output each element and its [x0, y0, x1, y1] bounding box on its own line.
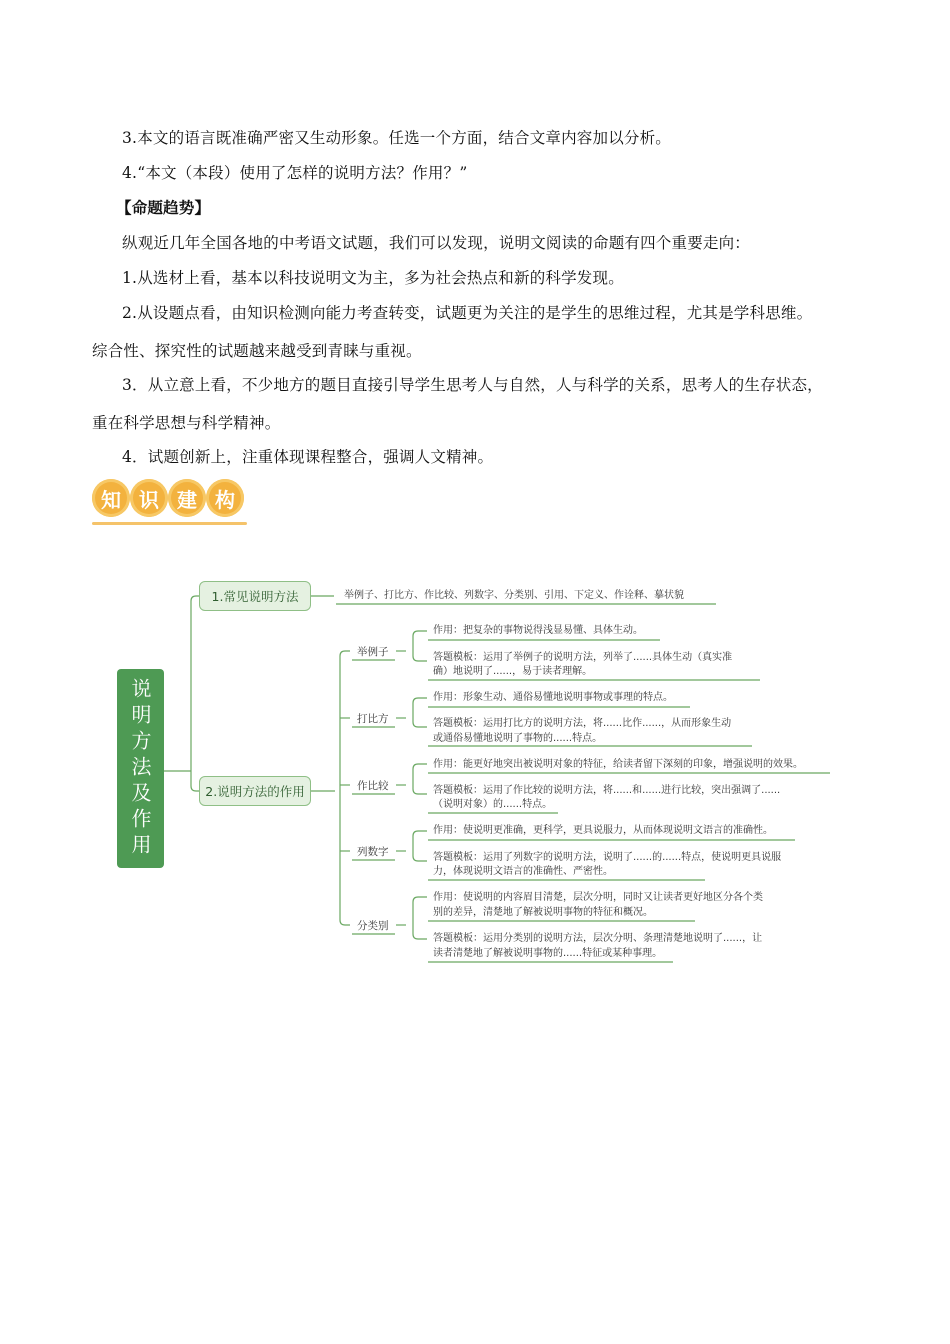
metaphor-template-2: 或通俗易懂地说明了事物的......特点。 — [433, 733, 603, 744]
trend-3-line-1: 3．从立意上看，不少地方的题目直接引导学生思考人与自然，人与科学的关系，思考人的生存状态， — [122, 376, 823, 394]
classification-template-2: 读者清楚地了解被说明事物的......特征或某种事理。 — [433, 948, 663, 959]
comparison-template-1: 答题模板：运用了作比较的说明方法，将......和......进行比较，突出强调了...... — [433, 785, 781, 796]
banner-char-3: 建 — [168, 479, 206, 517]
banner-char-2: 识 — [130, 479, 168, 517]
classification-effect-2: 别的差异，清楚地了解被说明事物的特征和概况。 — [433, 907, 653, 918]
trend-intro: 纵观近几年全国各地的中考语文试题，我们可以发现，说明文阅读的命题有四个重要走向： — [122, 234, 751, 252]
numbers-template-2: 力，体现说明文语言的准确性、严密性。 — [433, 866, 613, 877]
metaphor-effect: 作用：形象生动、通俗易懂地说明事物或事理的特点。 — [433, 692, 673, 703]
method-label-comparison: 作比较 — [357, 780, 389, 792]
trend-heading: 【命题趋势】 — [116, 198, 211, 217]
question-3: 3.本文的语言既准确严密又生动形象。任选一个方面，结合文章内容加以分析。 — [122, 129, 671, 147]
method-label-numbers: 列数字 — [357, 846, 389, 858]
trend-2-line-2: 综合性、探究性的试题越来越受到青睐与重视。 — [92, 342, 422, 360]
classification-template-1: 答题模板：运用分类别的说明方法，层次分明、条理清楚地说明了......，让 — [433, 933, 763, 944]
trend-3-line-2: 重在科学思想与科学精神。 — [92, 414, 281, 432]
numbers-template-1: 答题模板：运用了列数字的说明方法，说明了......的......特点，使说明更具说服 — [433, 852, 782, 863]
example-effect: 作用：把复杂的事物说得浅显易懂、具体生动。 — [433, 625, 643, 636]
trend-1: 1.从选材上看，基本以科技说明文为主，多为社会热点和新的科学发现。 — [122, 269, 624, 287]
metaphor-template-1: 答题模板：运用打比方的说明方法，将......比作......，从而形象生动 — [433, 718, 732, 729]
method-label-classification: 分类别 — [357, 920, 389, 932]
banner-char-1: 知 — [92, 479, 130, 517]
mindmap-root: 说明方法及作用 — [117, 669, 164, 868]
question-4: 4.“本文（本段）使用了怎样的说明方法？作用？” — [122, 164, 468, 182]
trend-4: 4．试题创新上，注重体现课程整合，强调人文精神。 — [122, 448, 494, 466]
method-label-example: 举例子 — [357, 646, 389, 658]
banner-char-4: 构 — [206, 479, 244, 517]
category-common-methods: 1.常见说明方法 — [199, 581, 311, 611]
comparison-effect: 作用：能更好地突出被说明对象的特征，给读者留下深刻的印象，增强说明的效果。 — [433, 759, 803, 770]
classification-effect-1: 作用：使说明的内容眉目清楚，层次分明，同时又让读者更好地区分各个类 — [433, 892, 763, 903]
numbers-effect: 作用：使说明更准确，更科学，更具说服力，从而体现说明文语言的准确性。 — [433, 825, 773, 836]
common-methods-list: 举例子、打比方、作比较、列数字、分类别、引用、下定义、作诠释、摹状貌 — [344, 590, 684, 601]
comparison-template-2: （说明对象）的......特点。 — [433, 799, 553, 810]
example-template-2: 确）地说明了......，易于读者理解。 — [433, 666, 593, 677]
trend-2-line-1: 2.从设题点看，由知识检测向能力考查转变，试题更为关注的是学生的思维过程，尤其是学科思维。 — [122, 304, 813, 322]
example-template-1: 答题模板：运用了举例子的说明方法，列举了......具体生动（真实准 — [433, 652, 733, 663]
method-label-metaphor: 打比方 — [357, 713, 389, 725]
category-method-effects: 2.说明方法的作用 — [199, 776, 311, 806]
